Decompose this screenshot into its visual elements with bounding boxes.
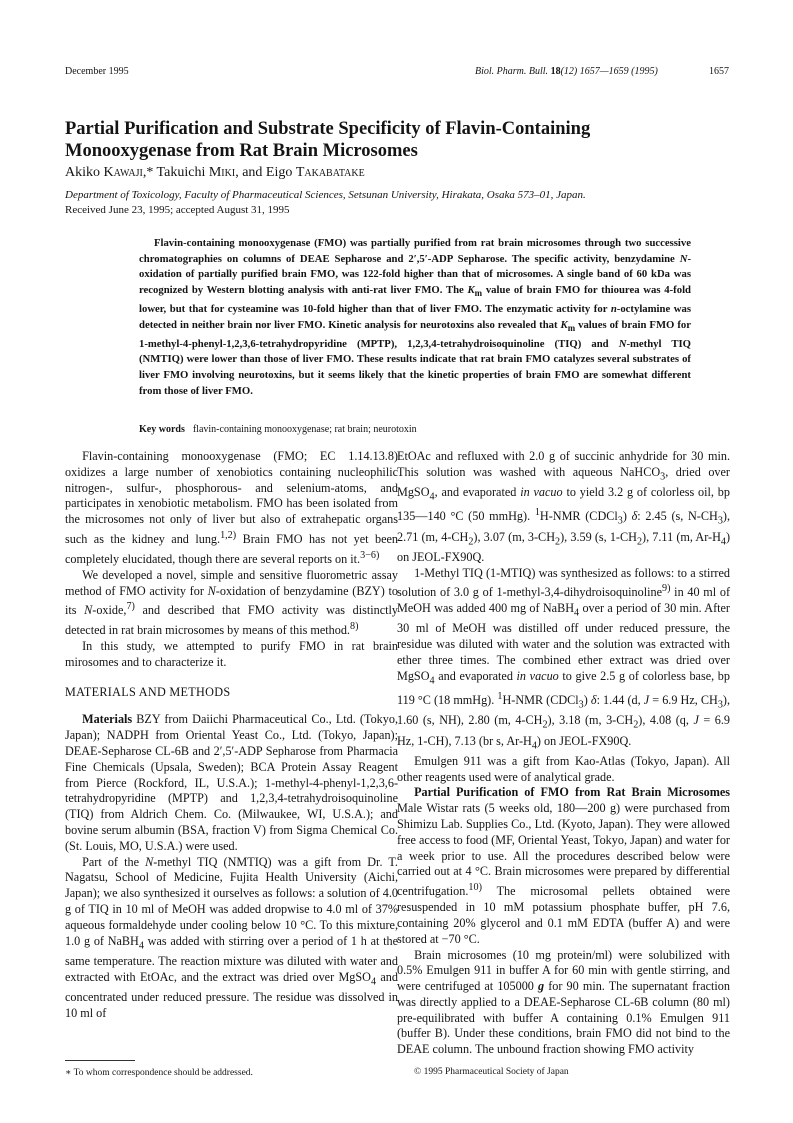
keywords-text: flavin-containing monooxygenase; rat brain; neurotoxin xyxy=(192,424,417,435)
author-list: Akiko Kawaji,* Takuichi Miki, and Eigo Takabatake xyxy=(65,165,365,180)
page-number: 1657 xyxy=(709,66,729,77)
affiliation-block xyxy=(65,188,725,218)
copyright-notice: © 1995 Pharmaceutical Society of Japan xyxy=(414,1067,569,1077)
body-paragraph: Partial Purification of FMO from Rat Brain Microsomes Male Wistar rats (5 weeks old, 180—200 g) were purchased from Shimizu Lab. Supplies Co., Ltd. (Kyoto, Japan). They were allowed free access to food (MF, Oriental Yeast, Tokyo, Japan) and water for a week prior to use. All the procedures described below were carried out at 4 °C. Brain microsomes were prepared by differential centrifugation.$^{10)}$ The microsomal pellets obtained were resuspended in 10 mM potassium phosphate buffer, pH 7.6, containing 20% glycerol and 0.1 mM EDTA (buffer A) and were stored at −70 °C. xyxy=(397,785,730,946)
body-paragraph: Flavin-containing monooxygenase (FMO; EC 1.14.13.8) oxidizes a large number of xenobiotics containing nucleophilic nitrogen-, sulfur-, phosphorous- and selenium-atoms, and participates in xenobiotic metabolism. FMO has been isolated from the microsomes not only of liver but also of extrahepatic organs such as the kidney and lung.$^{1,2)}$ Brain FMO has not yet been completely elucidated, though there are several reports on it.$^{3-6)}$ xyxy=(65,449,398,566)
abstract: Flavin-containing monooxygenase (FMO) was partially purified from rat brain microsomes through two successive chromatographies on columns of DEAE Sepharose and 2′,5′-ADP Sepharose. The specific activity, benzydamine N-oxidation of partially purified brain FMO, was 122-fold higher than that of microsomes. A single band of 60 kDa was recognized by Western blotting analysis with anti-rat liver FMO. The $K_m$ value of brain FMO for thiourea was 4-fold lower, but that for cysteamine was 10-fold higher than that of liver FMO. The enzymatic activity for n-octylamine was detected in neither brain nor liver FMO. Kinetic analysis for neurotoxins also revealed that $K_m$ values of brain FMO for 1-methyl-4-phenyl-1,2,3,6-tetrahydropyridine (MPTP), 1,2,3,4-tetrahydroisoquinoline (TIQ) and N-methyl TIQ (NMTIQ) were lower than those of liver FMO. These results indicate that rat brain FMO catalyzes several substrates of liver FMO involving neurotoxins, but it seems likely that the kinetic properties of brain FMO are somewhat different from those of liver FMO. xyxy=(139,237,691,397)
body-paragraph: EtOAc and refluxed with 2.0 g of succinic anhydride for 30 min. This solution was washed with aqueous NaHCO$_3$, dried over MgSO$_4$, and evaporated in vacuo to yield 3.2 g of colorless oil, bp 135—140 °C (50 mmHg). $^1$H-NMR (CDCl$_3$) δ: 2.45 (s, $N-CH_3$), 2.71 (m, $4-CH_2$), 3.07 (m, $3-CH_2$), 3.59 (s, $1-CH_2$), 7.11 (m, $Ar-H_4$) on JEOL-FX90Q. xyxy=(397,449,731,564)
body-paragraph: Brain microsomes (10 mg protein/ml) were solubilized with 0.5% Emulgen 911 in buffer A for 60 min with gentle stirring, and were centrifuged at 105000 g for 90 min. The supernatant fraction was directly applied to a DEAE-Sepharose CL-6B column (80 ml) pre-equilibrated with buffer A containing 0.1% Emulgen 911 (buffer B). Under these conditions, brain FMO did not bind to the DEAE column. The unbound fraction showing FMO activity xyxy=(397,947,730,1057)
running-header xyxy=(65,66,729,80)
body-column-left xyxy=(65,449,398,1021)
body-paragraph: We developed a novel, simple and sensitive fluorometric assay method of FMO activity for N-oxidation of benzydamine (BZY) to its N-oxide,$^{7)}$ and described that FMO activity was distinctly detected in rat brain microsomes by means of this method.$^{8)}$ xyxy=(65,567,398,638)
body-paragraph: In this study, we attempted to purify FMO in rat brain mirosomes and to characterize it. xyxy=(65,639,398,669)
body-paragraph: Emulgen 911 was a gift from Kao-Atlas (Tokyo, Japan). All other reagents used were of analytical grade. xyxy=(397,753,730,784)
keywords-label: Key words xyxy=(139,424,185,435)
correspondence-footnote: ∗ To whom correspondence should be addressed. xyxy=(65,1068,253,1078)
keywords xyxy=(139,424,417,435)
section-heading: MATERIALS AND METHODS xyxy=(65,684,231,699)
footnote-rule xyxy=(65,1060,135,1061)
affiliation: Department of Toxicology, Faculty of Pharmaceutical Sciences, Setsunan University, Hirakata, Osaka 573–01, Japan. xyxy=(65,189,586,201)
received-dates: Received June 23, 1995; accepted August 31, 1995 xyxy=(65,204,290,216)
body-paragraph: Part of the N-methyl TIQ (NMTIQ) was a gift from Dr. T. Nagatsu, School of Medicine, Fujita Health University (Aichi, Japan); we also synthesized it ourselves as follows: a solution of 4.0 g of TIQ in 10 ml of MeOH was added dropwise to 4.0 ml of 37% aqueous formaldehyde under cooling below 10 °C. To this mixture, 1.0 g of NaBH$_4$ was added with stirring over a period of 1 h at the same temperature. The reaction mixture was diluted with water and extracted with EtOAc, and the extract was dried over MgSO$_4$ and concentrated under reduced pressure. The residue was dissolved in 10 ml of xyxy=(65,854,399,1020)
header-date: December 1995 xyxy=(65,66,129,77)
article-title: Partial Purification and Substrate Specificity of Flavin-Containing Monooxygenase from Rat Brain Microsomes xyxy=(65,119,591,161)
body-paragraph: Materials BZY from Daiichi Pharmaceutical Co., Ltd. (Tokyo, Japan); NADPH from Oriental Yeast Co., Ltd. (Tokyo, Japan); DEAE-Sepharose CL-6B and 2′,5′-ADP Sepharose from Pharmacia Fine Chemicals (Upsala, Sweden); BCA Protein Assay Reagent from Pierce (Rockford, IL, U.S.A.); 1-methyl-4-phenyl-1,2,3,6-tetrahydropyridine (MPTP) and 1,2,3,4-tetrahydroisoquinoline (TIQ) from Aldrich Chem. Co. (Milwaukee, WI, U.S.A.); and bovine serum albumin (BSA, fraction V) from Sigma Chemical Co. (St. Louis, MO, U.S.A.) were used. xyxy=(65,712,398,853)
header-citation: Biol. Pharm. Bull. 18(12) 1657—1659 (1995) xyxy=(475,66,658,77)
body-paragraph: 1-Methyl TIQ (1-MTIQ) was synthesized as follows: to a stirred solution of 3.0 g of 1-methyl-3,4-dihydroisoquinoline$^{9)}$ in 40 ml of MeOH was added 400 mg of NaBH$_4$ over a period of 30 min. After 30 ml of MeOH was distilled off under reduced pressure, the residue was diluted with water and the solution was extracted with ether three times. The combined ether extract was dried over MgSO$_4$ and evaporated in vacuo to give 2.5 g of colorless base, bp 119 °C (18 mmHg). $^1$H-NMR (CDCl$_3$) δ: 1.44 (d, J = 6.9 Hz, $CH_3$), 1.60 (s, NH), 2.80 (m, $4-CH_2$), 3.18 (m, $3-CH_2$), 4.08 (q, J = 6.9 Hz, 1-CH), 7.13 (br s, $Ar-H_4$) on JEOL-FX90Q. xyxy=(397,565,731,752)
body-column-right xyxy=(397,449,730,1058)
